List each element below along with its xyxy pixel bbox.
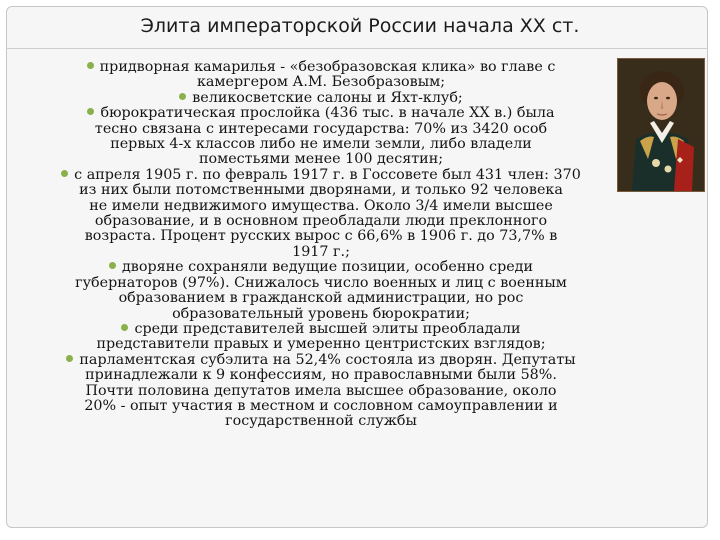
list-item-line <box>26 75 616 90</box>
list-item-line <box>26 106 616 121</box>
list-item-line <box>26 368 616 383</box>
list-item <box>26 60 616 91</box>
list-item-line <box>26 168 616 183</box>
list-item-text: Почти половина депутатов имела высшее образование, около <box>85 382 557 399</box>
bullet-icon <box>66 355 73 362</box>
list-item <box>26 322 616 353</box>
list-item <box>26 353 616 430</box>
list-item <box>26 91 616 106</box>
bullet-icon <box>179 93 186 100</box>
list-item-line <box>26 291 616 306</box>
list-item-line <box>26 91 616 106</box>
list-item-text: образовательный уровень бюрократии; <box>172 305 470 322</box>
list-item-text: великосветские салоны и Яхт-клуб; <box>192 89 463 106</box>
list-item-text: дворяне сохраняли ведущие позиции, особенно среди <box>121 259 534 276</box>
bullet-icon <box>87 62 94 69</box>
list-item-text: поместьями менее 100 десятин; <box>198 151 444 168</box>
list-item-text: образованием в гражданской администрации, но рос <box>118 290 524 307</box>
list-item-text: возраста. Процент русских вырос с 66,6% в 1906 г. до 73,7% в <box>84 228 558 245</box>
list-item-line <box>26 276 616 291</box>
list-item-line <box>26 152 616 167</box>
list-item-line <box>26 122 616 137</box>
list-item-text: образование, и в основном преобладали люди преклонного <box>94 213 548 230</box>
list-item-line <box>26 214 616 229</box>
list-item-text: придворная камарилья - «безобразовская клика» во главе с <box>99 59 556 75</box>
list-item-text: среди представителей высшей элиты преобладали <box>134 320 521 337</box>
list-item-line <box>26 384 616 399</box>
list-item-line <box>26 183 616 198</box>
bullet-icon <box>61 170 68 177</box>
list-item-line <box>26 353 616 368</box>
title-divider <box>6 48 708 49</box>
list-item-line <box>26 307 616 322</box>
list-item-text: 20% - опыт участия в местном и сословном самоуправлении и <box>84 397 558 414</box>
list-item-line <box>26 260 616 275</box>
list-item-line <box>26 414 616 429</box>
list-item-text: представители правых и умеренно центристских взглядов; <box>96 336 546 353</box>
list-item-line <box>26 137 616 152</box>
list-item-text: с апреля 1905 г. по февраль 1917 г. в Госсовете был 431 член: 370 <box>74 166 581 183</box>
list-item-line <box>26 60 616 75</box>
list-item-text: губернаторов (97%). Снижалось число военных и лиц с военным <box>75 274 567 291</box>
bullet-icon <box>121 324 128 331</box>
list-item-text: не имели недвижимого имущества. Около 3/4 имели высшее <box>89 197 553 214</box>
list-item-line <box>26 199 616 214</box>
slide-title: Элита императорской России начала XX ст. <box>140 15 580 37</box>
portrait-icon <box>617 58 705 192</box>
list-item-text: первых 4-х классов либо не имели земли, либо владели <box>110 136 532 153</box>
list-item-text: бюрократическая прослойка (436 тыс. в начале XX в.) была <box>100 105 555 122</box>
list-item-text: государственной службы <box>225 413 417 430</box>
list-item-line <box>26 399 616 414</box>
list-item-line <box>26 229 616 244</box>
list-item-text: камергером А.М. Безобразовым; <box>196 74 446 91</box>
list-item-text: принадлежали к 9 конфессиям, но православными были 58%. <box>85 367 557 384</box>
list-item-text: парламентская субэлита на 52,4% состояла из дворян. Депутаты <box>79 351 576 368</box>
list-item-line <box>26 322 616 337</box>
list-item-text: 1917 г.; <box>292 243 350 260</box>
bullet-icon <box>87 108 94 115</box>
list-item-line <box>26 245 616 260</box>
bullet-icon <box>109 262 116 269</box>
list-item-line <box>26 337 616 352</box>
list-item-text: из них были потомственными дворянами, и только 92 человека <box>79 182 563 199</box>
list-item <box>26 260 616 322</box>
list-item <box>26 106 616 168</box>
list-item-text: тесно связана с интересами государства: 70% из 3420 особ <box>94 120 548 137</box>
list-item <box>26 168 616 260</box>
bullet-list <box>26 60 616 430</box>
